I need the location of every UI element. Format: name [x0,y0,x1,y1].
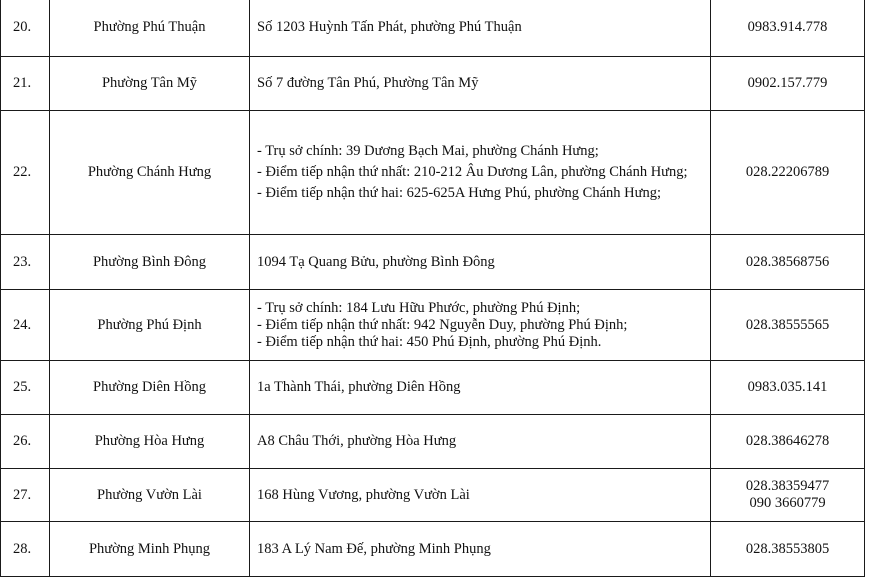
phone-number: 028.38359477 [745,478,830,494]
phone-number: 028.38555565 [745,316,830,333]
phone-number: 0983.035.141 [747,379,828,395]
ward-name: Phường Vườn Lài [50,469,250,522]
address-line: 168 Hùng Vương, phường Vườn Lài [257,486,470,503]
ward-name: Phường Tân Mỹ [50,57,250,111]
address-line: - Trụ sở chính: 184 Lưu Hữu Phước, phường Phú Định; [257,299,581,316]
address-cell [250,235,711,290]
phone-cell [711,415,865,469]
table-row [1,235,865,290]
address-line: - Điểm tiếp nhận thứ nhất: 210-212 Âu Dương Lân, phường Chánh Hưng; [257,164,688,180]
ward-name: Phường Hòa Hưng [50,415,250,469]
address-cell [250,290,711,361]
phone-number: 028.38568756 [745,253,830,270]
address-line: 1094 Tạ Quang Bửu, phường Bình Đông [257,253,495,270]
phone-number: 028.38553805 [745,540,830,557]
phone-cell [711,111,865,235]
address-cell [250,57,711,111]
table-row [1,361,865,415]
phone-cell [711,290,865,361]
address-line: - Điểm tiếp nhận thứ nhất: 942 Nguyễn Duy, phường Phú Định; [257,316,628,333]
ward-name: Phường Bình Đông [50,235,250,290]
phone-number: 028.38646278 [745,433,830,449]
address-cell [250,111,711,235]
row-number: 21. [1,57,50,111]
phone-number: 028.22206789 [745,164,830,180]
phone-number: 090 3660779 [749,495,826,511]
ward-name: Phường Minh Phụng [50,522,250,577]
address-cell [250,469,711,522]
address-line: - Trụ sở chính: 39 Dương Bạch Mai, phường Chánh Hưng; [257,143,599,159]
row-number: 25. [1,361,50,415]
row-number: 28. [1,522,50,577]
row-number: 27. [1,469,50,522]
table-row [1,522,865,577]
address-cell [250,415,711,469]
ward-name: Phường Diên Hồng [50,361,250,415]
ward-name: Phường Phú Thuận [50,0,250,57]
address-cell [250,0,711,57]
address-line: A8 Châu Thới, phường Hòa Hưng [257,433,457,449]
phone-cell [711,361,865,415]
table-row [1,57,865,111]
row-number: 23. [1,235,50,290]
phone-cell [711,522,865,577]
address-line: Số 7 đường Tân Phú, Phường Tân Mỹ [257,75,479,91]
address-cell [250,522,711,577]
table-row [1,290,865,361]
table-row [1,0,865,57]
row-number: 24. [1,290,50,361]
ward-name: Phường Phú Định [50,290,250,361]
table-row [1,111,865,235]
address-line: 1a Thành Thái, phường Diên Hồng [257,379,461,395]
address-line: 183 A Lý Nam Đế, phường Minh Phụng [257,540,491,557]
ward-name: Phường Chánh Hưng [50,111,250,235]
phone-cell [711,0,865,57]
phone-number: 0983.914.778 [747,18,828,35]
address-line: - Điểm tiếp nhận thứ hai: 625-625A Hưng Phú, phường Chánh Hưng; [257,185,661,201]
address-line: Số 1203 Huỳnh Tấn Phát, phường Phú Thuận [257,18,522,35]
address-line: - Điểm tiếp nhận thứ hai: 450 Phú Định, phường Phú Định. [257,333,602,350]
table-row [1,469,865,522]
phone-cell [711,469,865,522]
row-number: 26. [1,415,50,469]
phone-cell [711,57,865,111]
phone-cell [711,235,865,290]
phone-number: 0902.157.779 [747,75,828,91]
table-row [1,415,865,469]
row-number: 22. [1,111,50,235]
row-number: 20. [1,0,50,57]
address-cell [250,361,711,415]
